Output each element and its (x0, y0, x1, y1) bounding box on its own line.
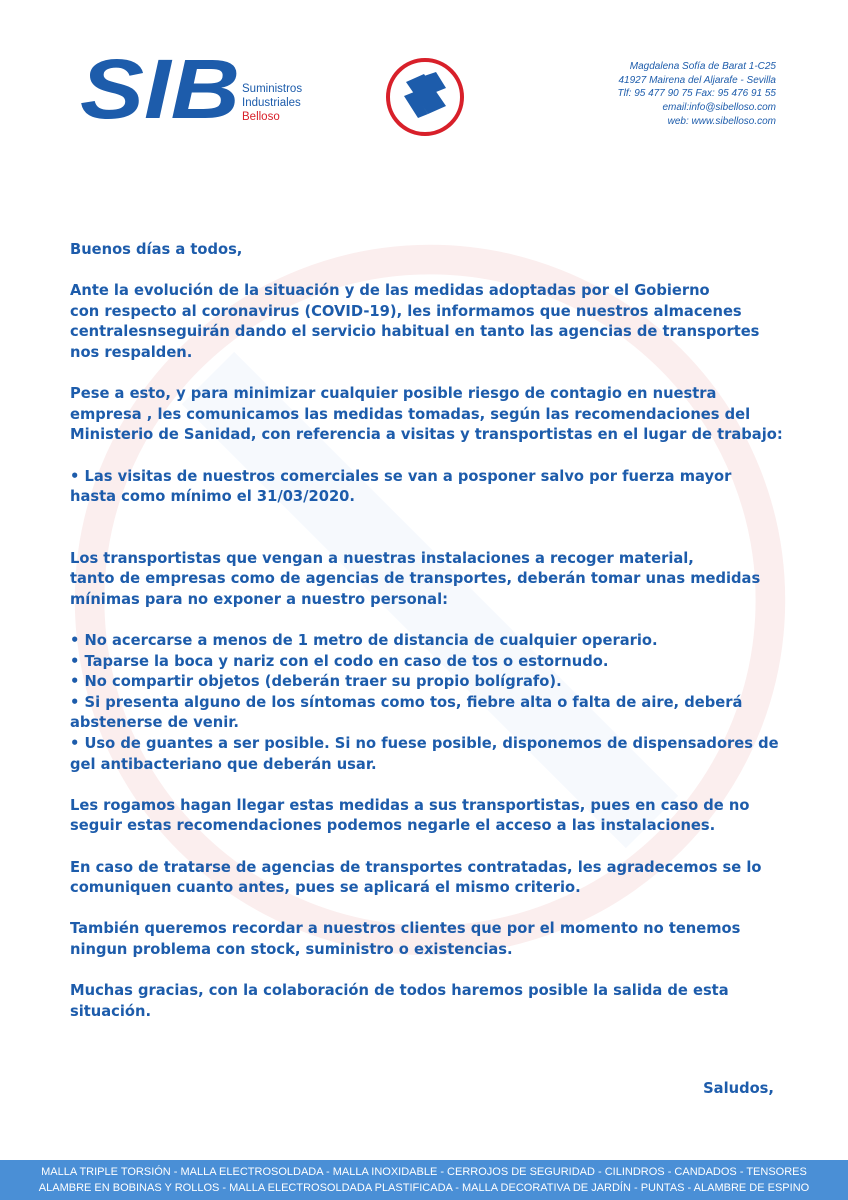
greeting: Buenos días a todos, (70, 241, 243, 258)
paragraph-line: mínimas para no exponer a nuestro personal: (70, 590, 449, 608)
letter-body (70, 240, 782, 1022)
company-emblem-icon (384, 56, 466, 138)
footer-banner (0, 1160, 848, 1200)
paragraph-line: Ministerio de Sanidad, con referencia a visitas y transportistas en el lugar de trabajo: (70, 426, 783, 444)
paragraph-line: Pese a esto, y para minimizar cualquier posible riesgo de contagio en nuestra (70, 385, 717, 403)
bullet-line: gel antibacteriano que deberán usar. (70, 755, 377, 773)
bullet-line: • Taparse la boca y nariz con el codo en caso de tos o estornudo. (70, 652, 609, 670)
company-name-line-2: Industriales (242, 97, 301, 109)
footer-line-1: MALLA TRIPLE TORSIÓN - MALLA ELECTROSOLDADA - MALLA INOXIDABLE - CERROJOS DE SEGURIDAD - CILINDROS - CANDADOS - TENSORES (41, 1166, 807, 1178)
company-name (242, 82, 302, 124)
closing: Saludos, (703, 1080, 774, 1097)
contact-address: Magdalena Sofía de Barat 1-C25 (629, 61, 776, 72)
company-name-line-3: Belloso (242, 111, 280, 123)
paragraph-line: También queremos recordar a nuestros clientes que por el momento no tenemos (70, 920, 741, 938)
company-name-line-1: Suministros (242, 83, 303, 95)
contact-email: email:info@sibelloso.com (662, 102, 776, 114)
paragraph-line: comuniquen cuanto antes, pues se aplicará el mismo criterio. (70, 879, 581, 897)
paragraph-line: hasta como mínimo el 31/03/2020. (70, 488, 355, 506)
footer-line-2: ALAMBRE EN BOBINAS Y ROLLOS - MALLA ELECTROSOLDADA PLASTIFICADA - MALLA DECORATIVA DE JARDÍN - PUNTAS - ALAMBRE DE ESPINO (38, 1181, 810, 1194)
paragraph-line: Muchas gracias, con la colaboración de todos haremos posible la salida de esta (70, 982, 729, 1000)
paragraph-line: Los transportistas que vengan a nuestras instalaciones a recoger material, (70, 549, 694, 567)
svg-text:SIB: SIB (80, 52, 240, 124)
bullet-line: • Uso de guantes a ser posible. Si no fuese posible, disponemos de dispensadores de (70, 735, 779, 753)
contact-city: 41927 Mairena del Aljarafe - Sevilla (618, 74, 776, 86)
paragraph-line: • Las visitas de nuestros comerciales se van a posponer salvo por fuerza mayor (70, 467, 732, 485)
paragraph-line: con respecto al coronavirus (COVID-19), les informamos que nuestros almacenes (70, 302, 742, 320)
paragraph-line: empresa , les comunicamos las medidas tomadas, según las recomendaciones del (70, 405, 751, 423)
paragraph-line: centralesnseguirán dando el servicio habitual en tanto las agencias de transportes (70, 323, 760, 341)
paragraph-line: Les rogamos hagan llegar estas medidas a sus transportistas, pues en caso de no (70, 796, 750, 814)
bullet-line: • No acercarse a menos de 1 metro de distancia de cualquier operario. (70, 632, 658, 650)
contact-info (618, 60, 776, 129)
paragraph-line: Ante la evolución de la situación y de las medidas adoptadas por el Gobierno (70, 282, 710, 300)
paragraph-line: En caso de tratarse de agencias de transportes contratadas, les agradecemos se lo (70, 858, 762, 876)
paragraph-line: situación. (70, 1002, 152, 1020)
contact-web: web: www.sibelloso.com (667, 115, 776, 127)
bullet-line: abstenerse de venir. (70, 714, 239, 732)
contact-phone-fax: Tlf: 95 477 90 75 Fax: 95 476 91 55 (617, 88, 776, 100)
bullet-line: • No compartir objetos (deberán traer su propio bolígrafo). (70, 673, 562, 691)
paragraph-line: tanto de empresas como de agencias de transportes, deberán tomar unas medidas (70, 570, 761, 588)
paragraph-line: ningun problema con stock, suministro o existencias. (70, 941, 513, 958)
paragraph-line: seguir estas recomendaciones podemos negarle el acceso a las instalaciones. (70, 817, 716, 835)
bullet-line: • Si presenta alguno de los síntomas como tos, fiebre alta o falta de aire, deberá (70, 693, 743, 711)
paragraph-line: nos respalden. (70, 343, 193, 361)
